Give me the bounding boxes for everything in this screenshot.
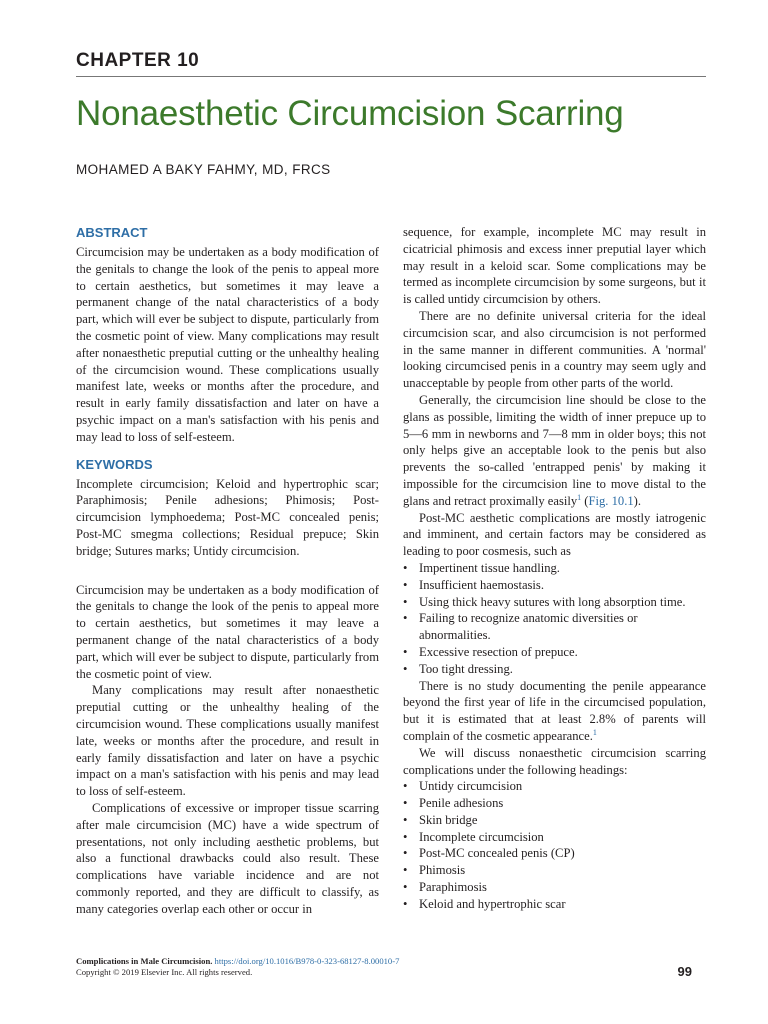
body-paragraph (403, 392, 706, 510)
bullet-glyph: • (403, 661, 408, 676)
list-item-text: Skin bridge (419, 812, 478, 827)
body-paragraph: Post-MC aesthetic complications are mostly iatrogenic and imminent, and certain factors may be considered as leading to poor cosmesis, such as (403, 510, 706, 559)
list-item (403, 560, 706, 577)
list-item (403, 879, 706, 896)
bullet-glyph: • (403, 846, 408, 861)
abstract-text: Circumcision may be undertaken as a body modification of the genitals to change the look of the penis to appeal more to certain aesthetics, but sometimes it may leave a permanent change of the natal characteristics of a body part, which will ever be subject to dispute, particularly from the cosmetic point of view. Many complications may result after nonaesthetic preputial cutting or the unhealthy healing of the circumcision wound. These complications usually manifest late, weeks or months after the procedure, and result in early family dissatisfaction and later on have a psychic impact on a man's satisfaction with his penis and may lead to loss of self-esteem. (76, 245, 379, 444)
list-item (403, 845, 706, 862)
list-item-text: Using thick heavy sutures with long absorption time. (419, 594, 686, 609)
bullet-glyph: • (403, 880, 408, 895)
list-item-text: Post-MC concealed penis (CP) (419, 846, 575, 861)
list-item (403, 594, 706, 611)
bullet-glyph: • (403, 829, 408, 844)
reference-marker[interactable]: 1 (592, 727, 597, 737)
keywords-heading: KEYWORDS (76, 456, 153, 472)
list-item (403, 812, 706, 829)
body-paragraph: Many complications may result after nonaesthetic preputial cutting or the unhealthy healing of the circumcision wound. These complications usually manifest late, weeks or months after the procedure, and result in early family dissatisfaction and later on have a psychic impact on a man's satisfaction with his penis and may lead to loss of self-esteem. (76, 683, 379, 799)
page-number: 99 (677, 964, 692, 979)
body-paragraph (403, 678, 706, 745)
list-item (403, 610, 706, 644)
list-item (403, 778, 706, 795)
header-rule (76, 76, 706, 77)
list-item-text: Failing to recognize anatomic diversities or abnormalities. (419, 611, 638, 643)
left-column (76, 224, 379, 917)
list-item (403, 577, 706, 594)
list-item-text: Phimosis (419, 863, 466, 878)
paren-close: ). (633, 493, 641, 508)
list-item (403, 896, 706, 913)
bullet-glyph: • (403, 779, 408, 794)
footer (76, 956, 399, 978)
paren-open: ( (581, 493, 589, 508)
author-line: MOHAMED A BAKY FAHMY, MD, FRCS (76, 162, 331, 177)
list-item (403, 829, 706, 846)
bullet-glyph: • (403, 577, 408, 592)
abstract-heading: ABSTRACT (76, 225, 148, 240)
body-paragraph: There are no definite universal criteria for the ideal circumcision scar, and also circumcision is not performed in the same manner in different communities. A 'normal' looking circumcised penis in a country may seem ugly and unacceptable by people from other parts of the world. (403, 308, 706, 391)
right-column (403, 224, 706, 913)
list-item-text: Keloid and hypertrophic scar (419, 896, 566, 911)
list-item-text: Too tight dressing. (419, 661, 513, 676)
chapter-label: CHAPTER 10 (76, 50, 200, 71)
bullet-glyph: • (403, 796, 408, 811)
footer-citation (76, 956, 399, 967)
factors-list (403, 560, 706, 678)
paragraph-text: There is no study documenting the penile appearance beyond the first year of life in the circumcised population, but it is estimated that at least 2.8% of parents will complain of the cosmetic appearance. (403, 678, 706, 743)
bullet-glyph: • (403, 594, 408, 609)
list-item-text: Penile adhesions (419, 796, 504, 811)
list-item-text: Untidy circumcision (419, 779, 523, 794)
bullet-glyph: • (403, 863, 408, 878)
figure-link[interactable]: Fig. 10.1 (588, 493, 634, 508)
keywords-text: Incomplete circumcision; Keloid and hypertrophic scar; Paraphimosis; Penile adhesions; Phimosis; Post-circumcision lymphoedema; Post-MC concealed penis; Post-MC smegma collections; Residual prepuce; Skin bridge; Sutures marks; Untidy circumcision. (76, 476, 379, 558)
bullet-glyph: • (403, 611, 408, 626)
copyright: Copyright © 2019 Elsevier Inc. All rights reserved. (76, 967, 253, 977)
book-title: Complications in Male Circumcision. (76, 956, 213, 966)
paragraph-text: Generally, the circumcision line should be close to the glans as possible, limiting the width of inner prepuce up to 5—6 mm in newborns and 7—8 mm in older boys; this not only helps give an acceptable look to the penis but also prevents the so-called 'entrapped penis' by making it impossible for the circumcision line to move distal to the glans and retract proximally easily (403, 392, 706, 508)
bullet-glyph: • (403, 560, 408, 575)
body-paragraph: sequence, for example, incomplete MC may result in cicatricial phimosis and excess inner preputial layer which may result in a keloid scar. Some complications may be termed as incomplete circumcision by some surgeons, but it is called untidy circumcision by others. (403, 225, 706, 307)
list-item (403, 644, 706, 661)
list-item (403, 661, 706, 678)
list-item-text: Incomplete circumcision (419, 829, 544, 844)
doi-link[interactable]: https://doi.org/10.1016/B978-0-323-68127-8.00010-7 (214, 956, 400, 966)
body-paragraph: Complications of excessive or improper tissue scarring after male circumcision (MC) have a wide spectrum of presentations, not only including aesthetic problems, but also a functional drawbacks could also result. These complications have variable incidence and are not commonly reported, and they are difficult to classify, as many categories overlap each other or occur in (76, 800, 379, 916)
list-item-text: Paraphimosis (419, 880, 487, 895)
list-item-text: Insufficient haemostasis. (419, 577, 544, 592)
headings-list (403, 778, 706, 912)
body-paragraph: Circumcision may be undertaken as a body modification of the genitals to change the look of the penis to appeal more to certain aesthetics, but sometimes it may leave a permanent change of the natal characteristics of a body part, which will ever be subject to dispute, particularly from the cosmetic point of view. (76, 582, 379, 681)
bullet-glyph: • (403, 644, 408, 659)
list-item-text: Impertinent tissue handling. (419, 560, 560, 575)
list-item (403, 862, 706, 879)
bullet-glyph: • (403, 896, 408, 911)
bullet-glyph: • (403, 812, 408, 827)
reference-marker[interactable]: 1 (577, 492, 582, 502)
body-paragraph: We will discuss nonaesthetic circumcision scarring complications under the following headings: (403, 745, 706, 777)
list-item (403, 795, 706, 812)
page-title: Nonaesthetic Circumcision Scarring (76, 94, 624, 133)
list-item-text: Excessive resection of prepuce. (419, 644, 578, 659)
